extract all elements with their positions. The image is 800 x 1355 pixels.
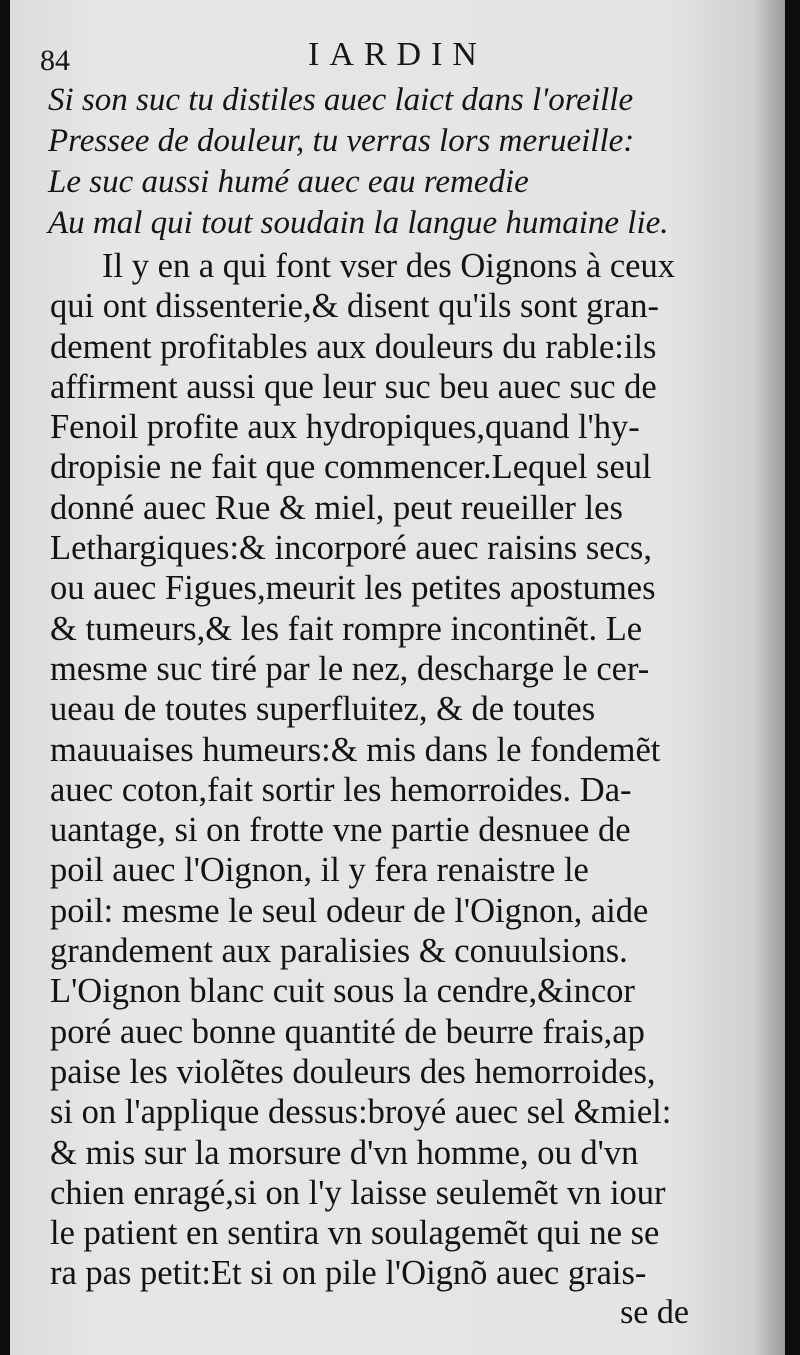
text-line: affirment aussi que leur suc beu auec suc de	[50, 367, 657, 406]
page-number: 84	[40, 44, 70, 77]
text-line: Il y en a qui font vser des Oignons à ceux	[102, 247, 675, 285]
text-line: le patient en sentira vn soulagemẽt qui ne se	[50, 1214, 660, 1253]
text-line: poré auec bonne quantité de beurre frais,ap	[50, 1012, 645, 1051]
body-text	[50, 246, 708, 1294]
verse-line: Le suc aussi humé auec eau remedie	[48, 164, 529, 200]
text-line: grandement aux paralisies & conuulsions.	[50, 932, 628, 971]
text-line: ou auec Figues,meurit les petites apostumes	[50, 569, 656, 608]
running-title: IARDIN	[308, 36, 487, 73]
verse-line: Pressee de douleur, tu verras lors merueille:	[48, 123, 635, 159]
text-line: Fenoil profite aux hydropiques,quand l'hy-	[50, 408, 640, 447]
text-line: paise les violẽtes douleurs des hemorroides,	[50, 1052, 656, 1091]
text-line: si on l'applique dessus:broyé auec sel &miel:	[50, 1093, 672, 1132]
text-line: auec coton,fait sortir les hemorroides. Da-	[50, 770, 632, 809]
text-line: & mis sur la morsure d'vn homme, ou d'vn	[50, 1133, 639, 1172]
text-line: mauuaises humeurs:& mis dans le fondemẽt	[50, 730, 661, 769]
text-line: poil: mesme le seul odeur de l'Oignon, aide	[50, 891, 649, 930]
text-line: mesme suc tiré par le nez, descharge le cer-	[50, 649, 650, 688]
text-line: donné auec Rue & miel, peut reueiller les	[50, 488, 623, 527]
verse-block	[48, 80, 748, 244]
text-line: chien enragé,si on l'y laisse seulemẽt vn iour	[50, 1173, 666, 1212]
text-line: ra pas petit:Et si on pile l'Oignõ auec grais-	[50, 1254, 647, 1293]
text-line: Lethargiques:& incorporé auec raisins secs,	[50, 529, 652, 568]
text-line: qui ont dissenterie,& disent qu'ils sont gran-	[50, 287, 659, 326]
text-line: ueau de toutes superfluitez, & de toutes	[50, 690, 596, 729]
catchword: se de	[620, 1294, 689, 1331]
text-line: & tumeurs,& les fait rompre incontinẽt. Le	[50, 609, 643, 648]
verse-line: Au mal qui tout soudain la langue humaine lie.	[48, 205, 669, 241]
text-line: uantage, si on frotte vne partie desnuee de	[50, 811, 631, 850]
book-page	[10, 0, 785, 1355]
text-line: dropisie ne fait que commencer.Lequel seul	[50, 448, 652, 487]
verse-line: Si son suc tu distiles auec laict dans l'oreille	[48, 82, 634, 118]
text-line: dement profitables aux douleurs du rable:ils	[50, 327, 657, 366]
text-line: poil auec l'Oignon, il y fera renaistre le	[50, 851, 589, 890]
text-line: L'Oignon blanc cuit sous la cendre,&incor	[50, 972, 635, 1011]
